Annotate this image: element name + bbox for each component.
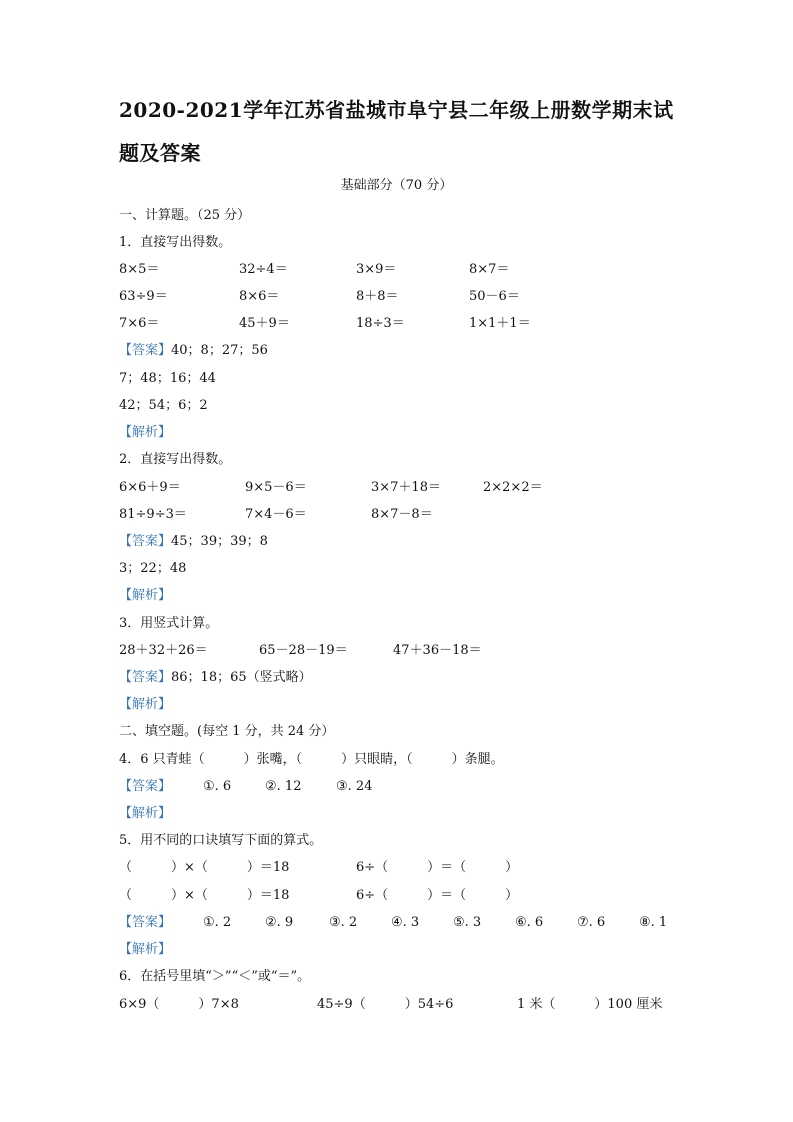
q3-answer-text: 86；18；65（竖式略） <box>171 670 312 685</box>
q1-item: 63÷9＝ <box>119 289 168 304</box>
analysis-tag: 【解析】 <box>119 588 172 603</box>
q1-item: 8×5＝ <box>119 262 160 277</box>
q1-item: 50－6＝ <box>469 289 520 304</box>
question-1: 1．直接写出得数。 <box>119 235 232 250</box>
document-title-line1: 2020-2021学年江苏省盐城市阜宁县二年级上册数学期末试 <box>119 98 674 122</box>
analysis-tag: 【解析】 <box>119 806 172 821</box>
q3-answer-line <box>119 669 312 687</box>
q5-answer-item: ③. 2 <box>329 915 358 930</box>
q1-item: 32÷4＝ <box>239 262 288 277</box>
section-1-heading: 一、计算题。（25 分） <box>119 208 251 223</box>
q5-answer-item: ④. 3 <box>391 915 420 930</box>
q6-item: 1 米（ ）100 厘米 <box>517 997 663 1012</box>
question-4: 4．6 只青蛙（ ）张嘴，（ ）只眼睛，（ ）条腿。 <box>119 752 504 767</box>
q4-answer-line <box>119 778 171 796</box>
analysis-tag: 【解析】 <box>119 425 172 440</box>
analysis-tag: 【解析】 <box>119 942 172 957</box>
q5-answer-item: ⑥. 6 <box>515 915 544 930</box>
q1-item: 45＋9＝ <box>239 316 290 331</box>
q2-item: 6×6＋9＝ <box>119 480 181 495</box>
answer-tag: 【答案】 <box>119 915 172 930</box>
q1-item: 3×9＝ <box>356 262 397 277</box>
q6-item: 6×9（ ）7×8 <box>119 997 239 1012</box>
question-5: 5．用不同的口诀填写下面的算式。 <box>119 833 323 848</box>
answer-tag: 【答案】 <box>119 343 172 358</box>
q5-answer-item: ⑧. 1 <box>639 915 668 930</box>
q2-item: 3×7＋18＝ <box>371 480 441 495</box>
answer-tag: 【答案】 <box>119 779 172 794</box>
q5-answer-item: ②. 9 <box>265 915 294 930</box>
q1-item: 8＋8＝ <box>356 289 399 304</box>
q1-answer-text: 40；8；27；56 <box>171 343 268 358</box>
question-6: 6．在括号里填“＞”“＜”或“＝”。 <box>119 969 311 984</box>
q1-item: 18÷3＝ <box>356 316 405 331</box>
q2-answer-line <box>119 533 268 551</box>
q2-answer-text: 45；39；39；8 <box>171 534 268 549</box>
answer-tag: 【答案】 <box>119 670 172 685</box>
q1-item: 8×7＝ <box>469 262 510 277</box>
question-3: 3．用竖式计算。 <box>119 616 219 631</box>
q4-answer-item: ③. 24 <box>336 779 373 794</box>
q4-answer-item: ①. 6 <box>203 779 232 794</box>
q5-answer-item: ①. 2 <box>203 915 232 930</box>
q2-item: 81÷9÷3＝ <box>119 507 187 522</box>
q1-item: 8×6＝ <box>239 289 280 304</box>
q1-item: 7×6＝ <box>119 316 160 331</box>
q1-answer-line: 42；54；6；2 <box>119 398 208 413</box>
section-2-heading: 二、填空题。(每空 1 分，共 24 分） <box>119 724 335 739</box>
q6-item: 45÷9（ ）54÷6 <box>317 997 454 1012</box>
q2-item: 2×2×2＝ <box>483 480 543 495</box>
document-title-line2: 题及答案 <box>119 141 201 165</box>
q5-item: 6÷（ ）＝（ ） <box>356 860 519 875</box>
q5-answer-item: ⑦. 6 <box>577 915 606 930</box>
q5-answer-line <box>119 914 171 932</box>
q5-answer-item: ⑤. 3 <box>453 915 482 930</box>
q4-answer-item: ②. 12 <box>265 779 302 794</box>
analysis-tag: 【解析】 <box>119 697 172 712</box>
q5-item: （ ）×（ ）＝18 <box>119 888 290 903</box>
answer-tag: 【答案】 <box>119 534 172 549</box>
q3-item: 65－28－19＝ <box>259 643 348 658</box>
q2-answer-line: 3；22；48 <box>119 561 187 576</box>
q1-answer-line: 7；48；16；44 <box>119 371 216 386</box>
q1-item: 1×1＋1＝ <box>469 316 531 331</box>
q2-item: 8×7－8＝ <box>371 507 433 522</box>
q3-item: 47＋36－18＝ <box>393 643 482 658</box>
q5-item: （ ）×（ ）＝18 <box>119 860 290 875</box>
question-2: 2．直接写出得数。 <box>119 452 232 467</box>
q2-item: 9×5－6＝ <box>245 480 307 495</box>
q5-item: 6÷（ ）＝（ ） <box>356 888 519 903</box>
q3-item: 28＋32＋26＝ <box>119 643 208 658</box>
part-heading: 基础部分（70 分） <box>340 178 453 193</box>
q2-item: 7×4－6＝ <box>245 507 307 522</box>
q1-answer-line <box>119 342 268 360</box>
